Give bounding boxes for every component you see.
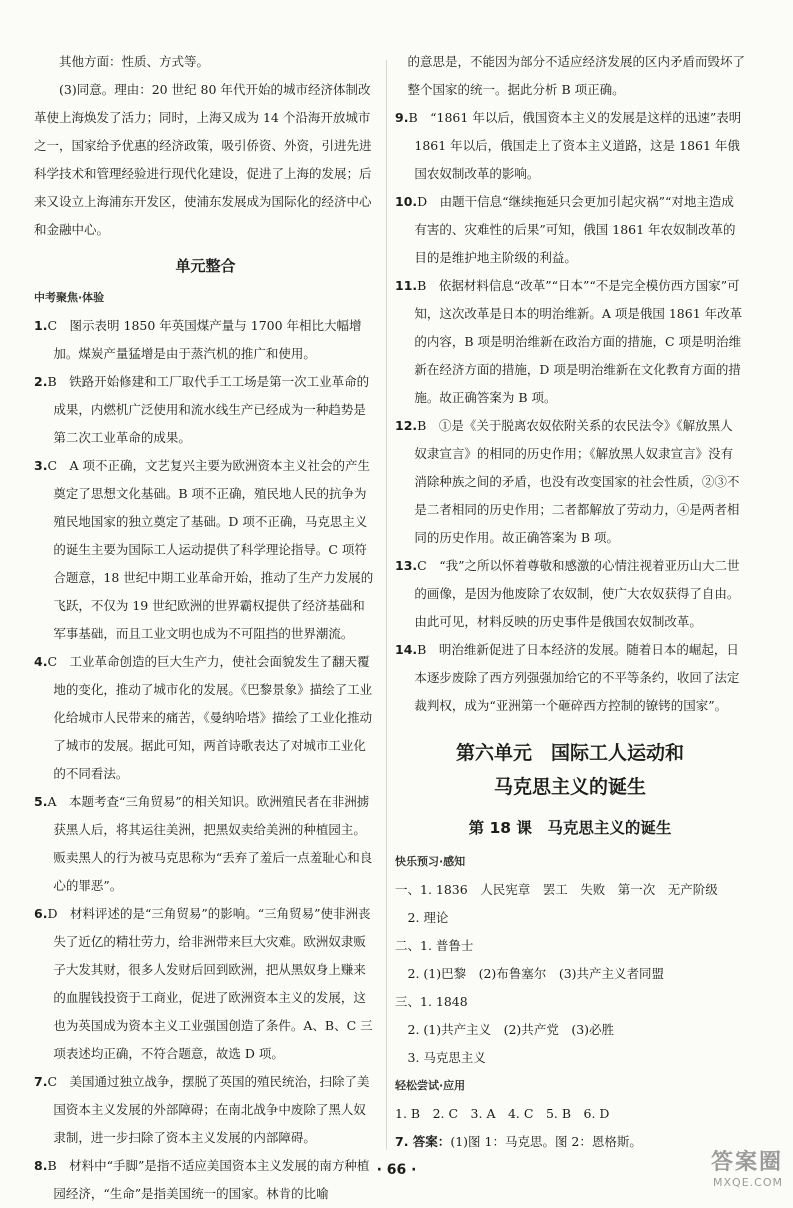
item-number: 1. (34, 318, 48, 333)
item-text: B 铁路开始修建和工厂取代手工工场是第一次工业革命的成果，内燃机广泛使用和流水线生产已经成为一种趋势是第二次工业革命的成果。 (47, 374, 370, 445)
left-column (34, 48, 377, 1208)
item-number: 4. (34, 654, 48, 669)
watermark-title: 答案圈 (710, 1150, 783, 1175)
item-number: 8. (34, 1158, 48, 1173)
item-number: 14. (395, 642, 418, 657)
item-number: 11. (395, 278, 418, 293)
answer-item-7 (34, 1068, 377, 1152)
fill-line: 3. 马克思主义 (407, 1050, 486, 1065)
answer-item-14 (395, 636, 745, 720)
choice-answers: 1. B 2. C 3. A 4. C 5. B 6. D (395, 1106, 610, 1121)
item-text: D 材料评述的是“三角贸易”的影响。“三角贸易”使非洲丧失了近亿的精壮劳力，给非洲带来巨大灾难。欧洲奴隶贩子大发其财，很多人发财后回到欧洲，把从黑奴身上赚来的血腥钱投资于工商业，促进了欧洲资本主义的发展，这也为英国成为资本主义工业强国创造了条件。A、B、C 三项表述均正确，不符合题意，故选 D 项。 (47, 906, 373, 1061)
unit-title-line-1: 第六单元 国际工人运动和 (455, 742, 684, 764)
item-text: C 图示表明 1850 年英国煤产量与 1700 年相比大幅增加。煤炭产量猛增是由于蒸汽机的推广和使用。 (47, 318, 362, 361)
item-text: B 材料中“手脚”是指不适应美国资本主义发展的南方种植园经济，“生命”是指美国统一的国家。林肯的比喻 (47, 1158, 370, 1201)
answer-item-6 (34, 900, 377, 1068)
right-column (395, 48, 745, 1156)
answer-item-7-practice (395, 1128, 745, 1156)
item-number: 7. (34, 1074, 48, 1089)
section-heading-practice: 轻松尝试·应用 (395, 1079, 466, 1092)
answer-item-4 (34, 648, 377, 788)
section-heading-exam-focus: 中考聚焦·体验 (34, 291, 105, 304)
fill-line: 2. (1)共产主义 (2)共产党 (3)必胜 (407, 1022, 615, 1037)
item-text: (1)图 1：马克思。图 2：恩格斯。 (450, 1134, 642, 1149)
answer-item-10 (395, 188, 745, 272)
item-number: 9. (395, 110, 409, 125)
item-text: B 明治维新促进了日本经济的发展。随着日本的崛起，日本逐步废除了西方列强强加给它的不平等条约，收回了法定裁判权，成为“亚洲第一个砸碎西方控制的镣铐的国家”。 (414, 642, 740, 713)
item-number: 5. (34, 794, 48, 809)
watermark-url: MXQE.COM (713, 1176, 783, 1189)
item-number: 12. (395, 418, 418, 433)
fill-line: 一、1. 1836 人民宪章 罢工 失败 第一次 无产阶级 (395, 882, 718, 897)
item-text: D 由题干信息“继续拖延只会更加引起灾祸”“对地主造成有害的、灾难性的后果”可知，俄国 1861 年农奴制改革的目的是维护地主阶级的利益。 (414, 194, 736, 265)
lesson-title: 第 18 课 马克思主义的诞生 (468, 819, 672, 837)
unit-summary-heading: 单元整合 (175, 257, 236, 275)
fill-line: 2. 理论 (407, 910, 449, 925)
page-number: · 66 · (376, 1162, 417, 1178)
answer-item-11 (395, 272, 745, 412)
answer-item-12 (395, 412, 745, 552)
answer-item-1 (34, 312, 377, 368)
item-number: 13. (395, 558, 418, 573)
item-text: B “1861 年以后，俄国资本主义的发展是这样的迅速”表明 1861 年以后，俄国走上了资本主义道路，这是 1861 年俄国农奴制改革的影响。 (408, 110, 742, 181)
item-number: 10. (395, 194, 418, 209)
fill-line: 2. (1)巴黎 (2)布鲁塞尔 (3)共产主义者同盟 (407, 966, 665, 981)
item-text: C “我”之所以怀着尊敬和感激的心情注视着亚历山大二世的画像，是因为他废除了农奴制，使广大农奴获得了自由。由此可见，材料反映的历史事件是俄国农奴制改革。 (414, 558, 740, 629)
answer-item-3 (34, 452, 377, 648)
item-number: 7. 答案： (395, 1134, 451, 1149)
answer-item-13 (395, 552, 745, 636)
fill-line: 二、1. 普鲁士 (395, 938, 474, 953)
answer-item-5 (34, 788, 377, 900)
watermark-logo (711, 1150, 783, 1190)
fill-line: 三、1. 1848 (395, 994, 468, 1009)
item-text: C A 项不正确，文艺复兴主要为欧洲资本主义社会的产生奠定了思想文化基础。B 项不正确，殖民地人民的抗争为殖民地国家的独立奠定了基础。D 项不正确，马克思主义的诞生主要为国际工人运动提供了科学理论指导。C 项符合题意，18 世纪中期工业革命开始，推动了生产力发展的飞跃，不仅为 19 世纪欧洲的世界霸权提供了经济基础和军事基础，而且工业文明也成为不可阻挡的世界潮流。 (47, 458, 374, 641)
item-text: B 依据材料信息“改革”“日本”“不是完全模仿西方国家”可知，这次改革是日本的明治维新。A 项是俄国 1861 年改革的内容，B 项是明治维新在政治方面的措施，C 项是明治维新在经济方面的措施，D 项是明治维新在文化教育方面的措施。故正确答案为 B 项。 (414, 278, 743, 405)
section-heading-preview: 快乐预习·感知 (395, 855, 466, 868)
item-text: B ①是《关于脱离农奴依附关系的农民法令》《解放黑人奴隶宣言》的相同的历史作用；《解放黑人奴隶宣言》没有消除种族之间的矛盾，也没有改变国家的社会性质，②③不是二者相同的历史作用；二者都解放了劳动力，④是两者相同的历史作用。故正确答案为 B 项。 (414, 418, 740, 545)
item-number: 2. (34, 374, 48, 389)
answer-item-2 (34, 368, 377, 452)
intro-line: 其他方面：性质、方式等。 (59, 54, 210, 69)
item-8-continuation: 的意思是，不能因为部分不适应经济发展的区内矛盾而毁坏了整个国家的统一。据此分析 B 项正确。 (407, 54, 746, 97)
item-text: C 工业革命创造的巨大生产力，使社会面貌发生了翻天覆地的变化，推动了城市化的发展。《巴黎景象》描绘了工业化给城市人民带来的痛苦，《曼纳哈塔》描绘了工业化推动了城市的发展。据此可知，两首诗歌表达了对城市工业化的不同看法。 (47, 654, 373, 781)
unit-title-line-2: 马克思主义的诞生 (493, 776, 646, 798)
answer-item-9 (395, 104, 745, 188)
column-divider (386, 60, 387, 1150)
item-text: C 美国通过独立战争，摆脱了英国的殖民统治，扫除了美国资本主义发展的外部障碍；在南北战争中废除了黑人奴隶制，进一步扫除了资本主义发展的内部障碍。 (47, 1074, 370, 1145)
item-text: A 本题考查“三角贸易”的相关知识。欧洲殖民者在非洲掳获黑人后，将其运往美洲，把黑奴卖给美洲的种植园主。贩卖黑人的行为被马克思称为“丢弃了羞后一点羞耻心和良心的罪恶”。 (47, 794, 373, 893)
item-number: 6. (34, 906, 48, 921)
intro-paragraph: (3)同意。理由：20 世纪 80 年代开始的城市经济体制改革使上海焕发了活力；同时，上海又成为 14 个沿海开放城市之一，国家给予优惠的经济政策，吸引侨资、外资，引进先进科学技术和管理经验进行现代化建设，促进了上海的发展；后来又设立上海浦东开发区，使浦东发展成为国际化的经济中心和金融中心。 (34, 82, 372, 237)
item-number: 3. (34, 458, 48, 473)
